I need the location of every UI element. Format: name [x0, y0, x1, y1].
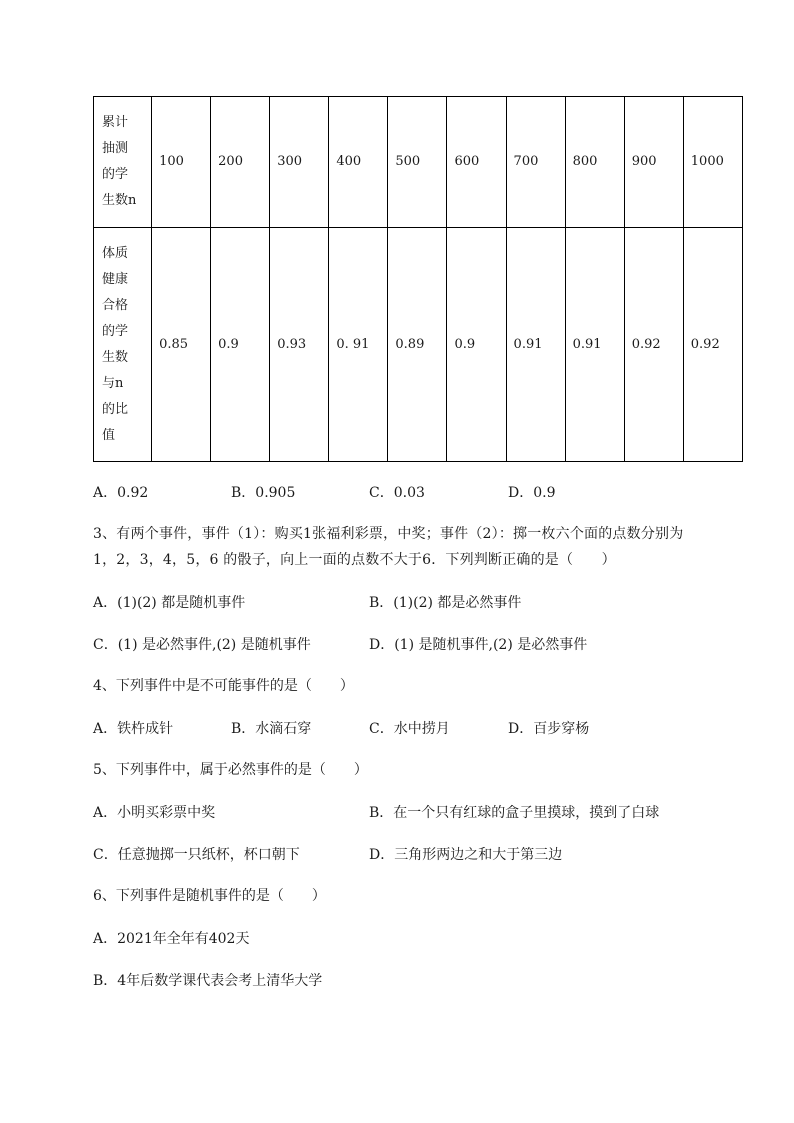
- question-4: 4、下列事件中是不可能事件的是（ ）: [93, 678, 354, 694]
- option-b: B．0.905: [231, 485, 296, 501]
- table-cell: 700: [506, 97, 565, 228]
- table-cell: 0.85: [152, 228, 211, 462]
- table-cell: 0. 91: [329, 228, 388, 462]
- table-cell: 0.9: [211, 228, 270, 462]
- option-d: D．三角形两边之和大于第三边: [369, 847, 563, 863]
- option-c: C．0.03: [369, 485, 425, 501]
- option-b: B．4年后数学课代表会考上清华大学: [93, 973, 323, 989]
- option-b: B．(1)(2) 都是必然事件: [369, 595, 522, 611]
- question-6: 6、下列事件是随机事件的是（ ）: [93, 888, 326, 904]
- option-d: D．(1) 是随机事件,(2) 是必然事件: [369, 637, 588, 653]
- option-b: B．在一个只有红球的盒子里摸球，摸到了白球: [369, 805, 660, 821]
- table-cell: 0.92: [683, 228, 742, 462]
- table-cell: 0.92: [624, 228, 683, 462]
- table-cell: 300: [270, 97, 329, 228]
- table-row-sample-count: [94, 97, 743, 228]
- table-cell: 1000: [683, 97, 742, 228]
- table-row-ratio: [94, 228, 743, 462]
- option-a: A．(1)(2) 都是随机事件: [93, 595, 246, 611]
- frequency-table: [93, 96, 743, 462]
- option-c: C．(1) 是必然事件,(2) 是随机事件: [93, 637, 311, 653]
- question-3-line-2: 1，2，3，4，5，6 的骰子，向上一面的点数不大于6．下列判断正确的是（ ）: [93, 552, 616, 568]
- table-cell: 900: [624, 97, 683, 228]
- table-cell: 0.89: [388, 228, 447, 462]
- table-cell: 400: [329, 97, 388, 228]
- question-3-line-1: 3、有两个事件，事件（1）：购买1张福利彩票，中奖；事件（2）：掷一枚六个面的点数分别为: [93, 526, 684, 542]
- option-b: B．水滴石穿: [231, 721, 312, 737]
- table-cell: 0.9: [447, 228, 506, 462]
- table-cell: 600: [447, 97, 506, 228]
- option-a: A．0.92: [93, 485, 149, 501]
- option-a: A．小明买彩票中奖: [93, 805, 216, 821]
- option-a: A．2021年全年有402天: [93, 931, 250, 947]
- table-cell: 0.93: [270, 228, 329, 462]
- option-a: A．铁杵成针: [93, 721, 174, 737]
- option-c: C．任意抛掷一只纸杯，杯口朝下: [93, 847, 300, 863]
- question-5: 5、下列事件中，属于必然事件的是（ ）: [93, 762, 368, 778]
- row-header-sample-count: 累计 抽测 的学 生数n: [94, 97, 152, 228]
- table-cell: 0.91: [565, 228, 624, 462]
- table-cell: 200: [211, 97, 270, 228]
- option-d: D．百步穿杨: [508, 721, 590, 737]
- row-header-ratio: 体质 健康 合格 的学 生数 与n 的比 值: [94, 228, 152, 462]
- table-cell: 100: [152, 97, 211, 228]
- table-cell: 500: [388, 97, 447, 228]
- option-c: C．水中捞月: [369, 721, 450, 737]
- table-cell: 0.91: [506, 228, 565, 462]
- table-cell: 800: [565, 97, 624, 228]
- option-d: D．0.9: [508, 485, 556, 501]
